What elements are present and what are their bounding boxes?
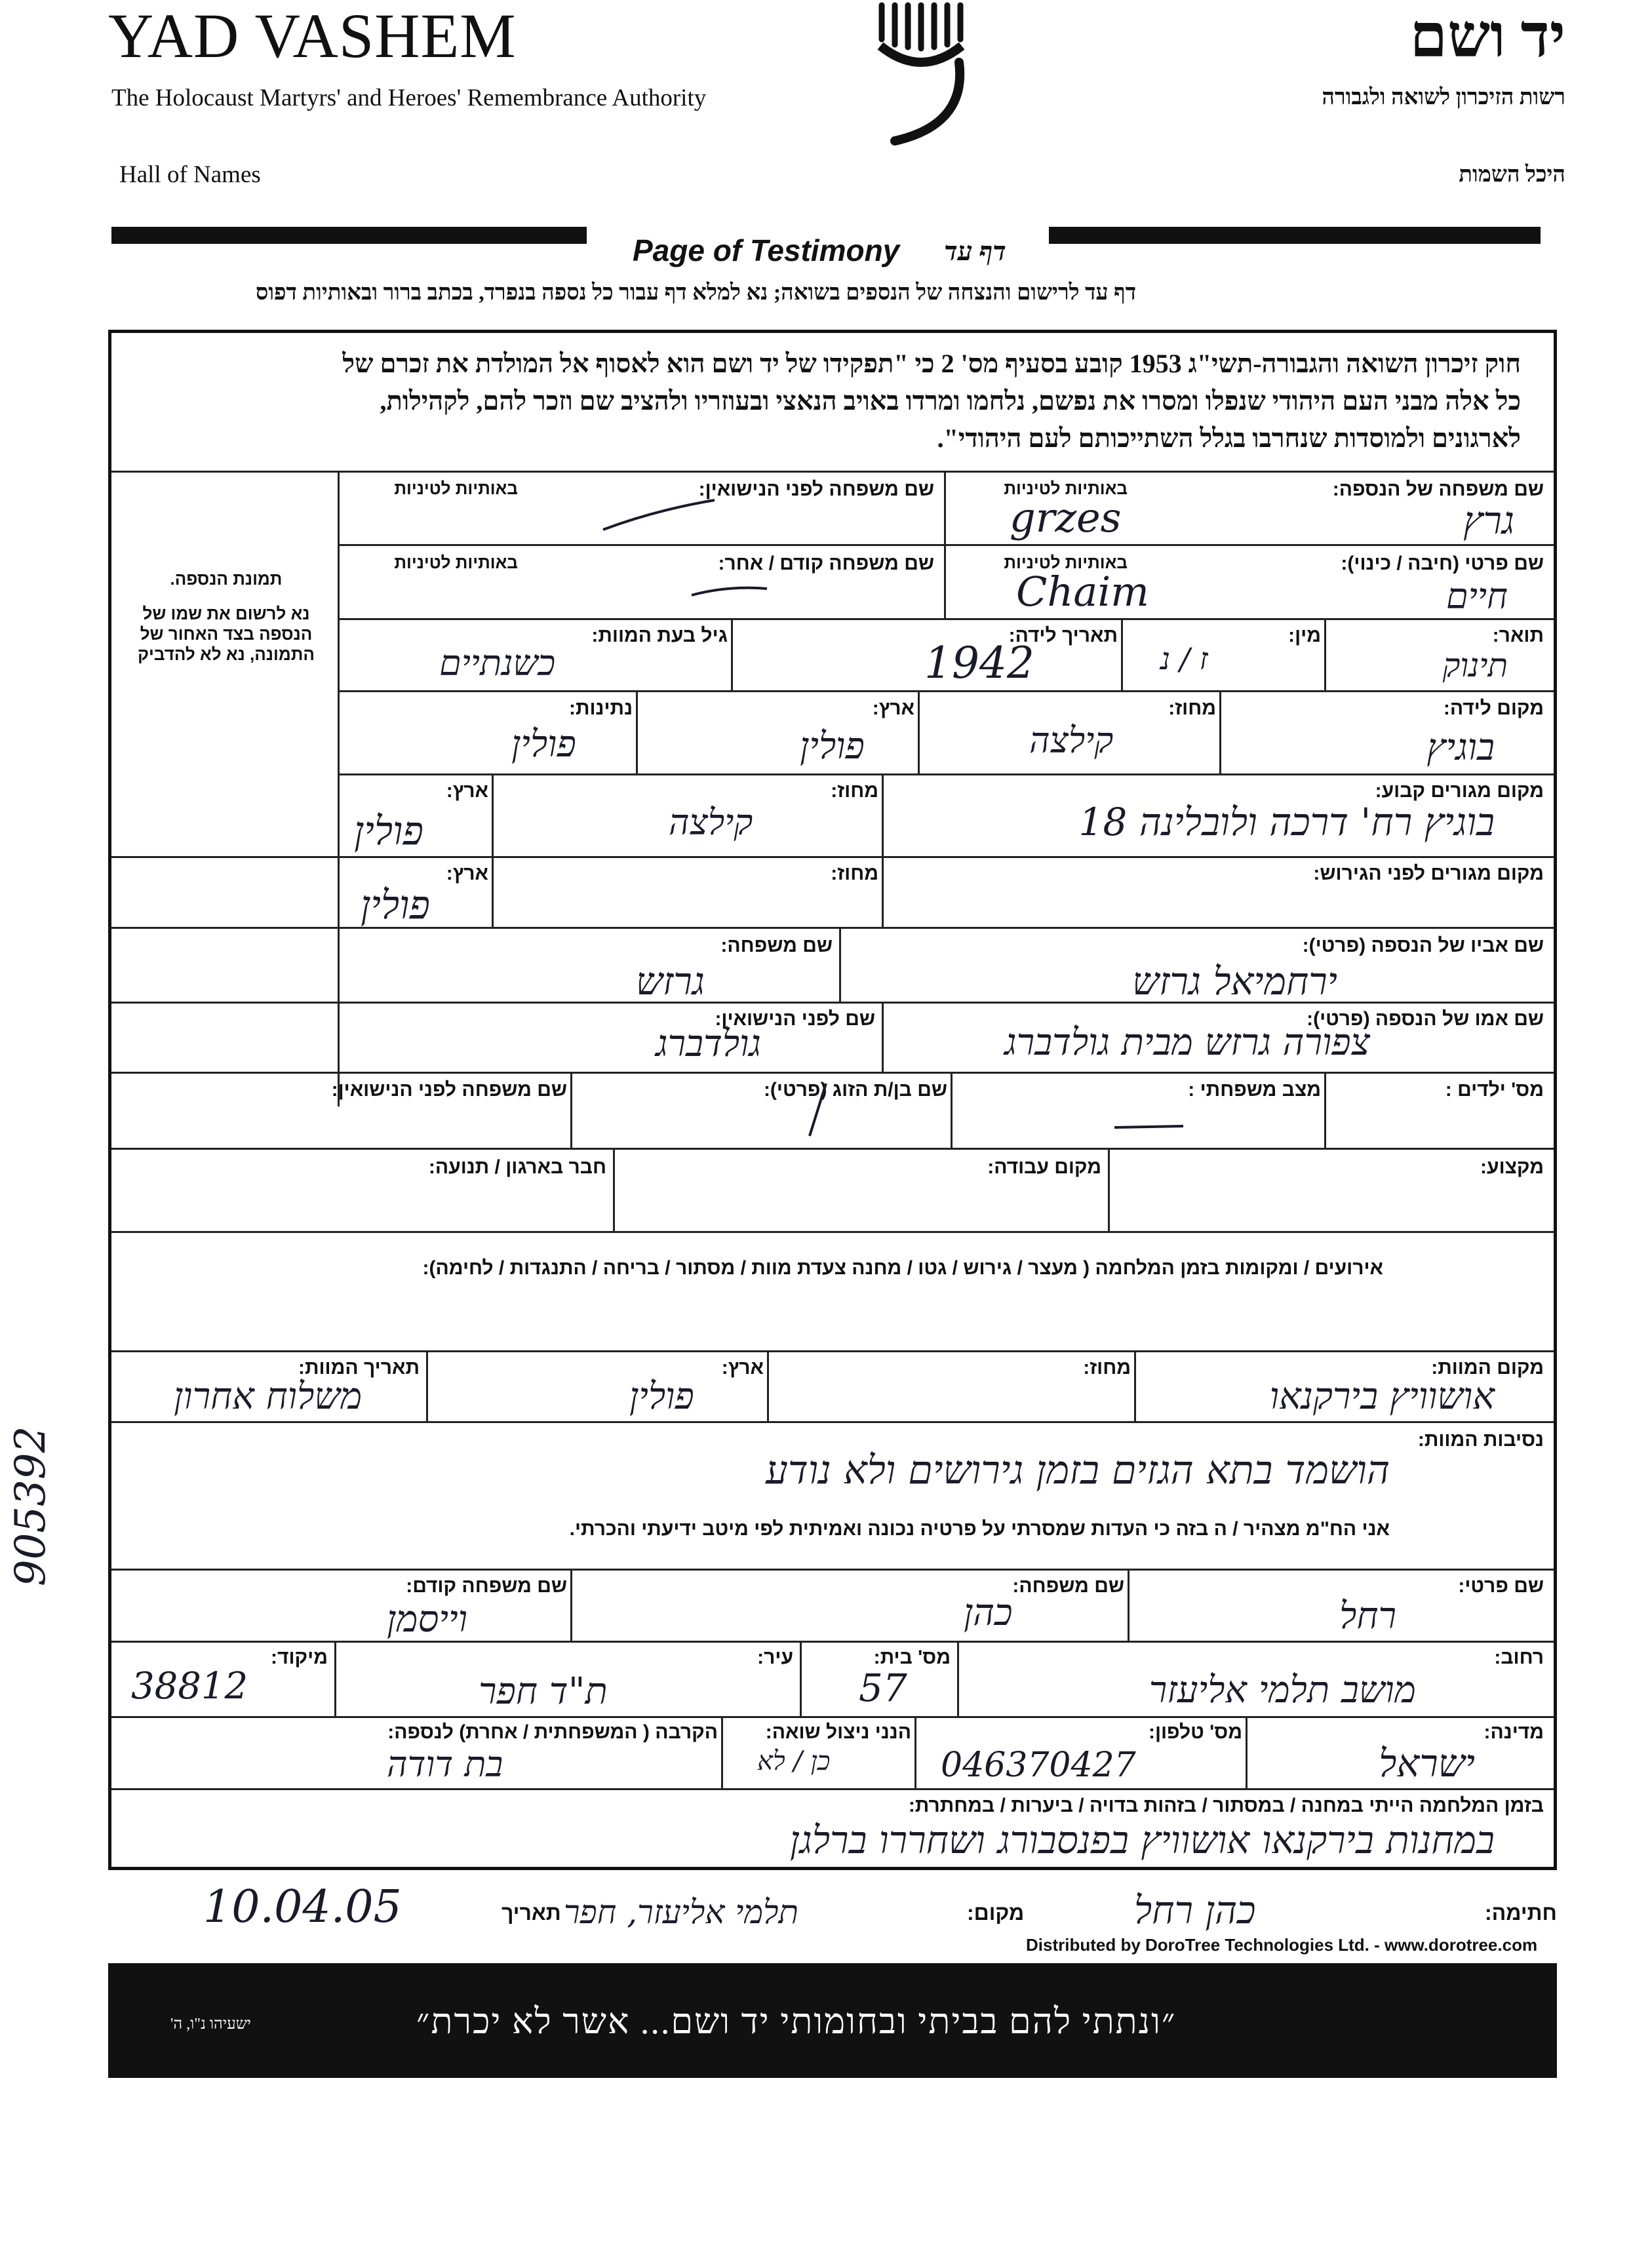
menorah-logo-icon bbox=[869, 0, 973, 147]
mother-maiden-label: שם לפני הנישואין: bbox=[715, 1008, 875, 1030]
signature-label: חתימה: bbox=[1485, 1901, 1557, 1925]
surname-latin-label: באותיות לטיניות bbox=[1004, 479, 1128, 498]
birth-place-label: מקום לידה: bbox=[1443, 697, 1544, 719]
first-name-latin-field[interactable]: Chaim bbox=[1016, 568, 1149, 616]
subtitle-he: רשות הזיכרון לשואה ולגבורה bbox=[1322, 85, 1565, 109]
perm-residence-label: מקום מגורים קבוע: bbox=[1375, 780, 1544, 802]
prev-surname-dash bbox=[688, 579, 774, 605]
title-label: תואר: bbox=[1492, 625, 1544, 646]
birth-date-label: תאריך לידה: bbox=[1008, 625, 1118, 646]
city-label: עיר: bbox=[757, 1647, 793, 1668]
perm-region-field[interactable]: קילצה bbox=[669, 802, 753, 843]
perm-region-label: מחוז: bbox=[831, 780, 878, 802]
zip-label: מיקוד: bbox=[271, 1647, 328, 1668]
before-deport-country-label: ארץ: bbox=[446, 863, 488, 884]
before-deport-region-label: מחוז: bbox=[831, 863, 878, 884]
date-label: תאריך bbox=[501, 1901, 561, 1925]
relation-field[interactable]: בת דודה bbox=[387, 1744, 503, 1785]
law-line-1: חוק זיכרון השואה והגבורה-תשי"ג 1953 קובע בסעיף מס' 2 כי "תפקידו של יד ושם הוא לאסוף אל המולדת את זכרם של bbox=[342, 349, 1521, 378]
org-member-label: חבר בארגון / תנועה: bbox=[428, 1156, 606, 1178]
spouse-slash bbox=[800, 1080, 839, 1139]
death-circumstances-label: נסיבות המוות: bbox=[1417, 1429, 1544, 1451]
spouse-maiden-label: שם משפחה לפני הנישואין: bbox=[331, 1079, 567, 1101]
first-name-he-field[interactable]: חיים bbox=[1446, 576, 1508, 617]
war-time-label: בזמן המלחמה הייתי במחנה / במסתור / בזהות בדויה / ביערות / במחתרת: bbox=[908, 1795, 1544, 1816]
sub-first-name-field[interactable]: רחל bbox=[1339, 1595, 1396, 1637]
phone-label: מס' טלפון: bbox=[1148, 1721, 1242, 1743]
law-line-3: לארגונים ולמוסדות שנחרבו בגלל השתייכותם לעם היהודי". bbox=[937, 423, 1521, 453]
age-at-death-field[interactable]: כשנתיים bbox=[439, 642, 556, 684]
survivor-field[interactable]: כן / לא bbox=[757, 1746, 831, 1776]
death-country-label: ארץ: bbox=[721, 1357, 764, 1378]
sub-prev-surname-label: שם משפחה קודם: bbox=[406, 1575, 567, 1597]
state-label: מדינה: bbox=[1484, 1721, 1544, 1743]
death-country-field[interactable]: פולין bbox=[629, 1375, 694, 1418]
footer-banner bbox=[108, 1963, 1557, 2078]
photo-title: תמונת הנספה. bbox=[170, 569, 283, 589]
children-label: מס' ילדים : bbox=[1445, 1079, 1544, 1101]
perm-residence-field[interactable]: בוגיץ רח' דרכה ולובלינה 18 bbox=[1078, 800, 1495, 844]
father-name-label: שם אביו של הנספה (פרטי): bbox=[1302, 935, 1544, 956]
birth-country-label: ארץ: bbox=[872, 697, 914, 719]
hall-of-names-he: היכל השמות bbox=[1459, 163, 1565, 187]
death-place-field[interactable]: אושוויץ בירקנאו bbox=[1269, 1375, 1495, 1418]
first-name-label: שם פרטי (חיבה / כינוי): bbox=[1341, 553, 1544, 574]
gender-field[interactable]: ז / נ bbox=[1160, 641, 1208, 676]
sub-surname-field[interactable]: כהן bbox=[964, 1592, 1013, 1634]
father-family-label: שם משפחה: bbox=[720, 935, 833, 956]
prev-surname-latin-label: באותיות לטיניות bbox=[394, 553, 518, 572]
birth-country-field[interactable]: פולין bbox=[800, 725, 865, 768]
death-region-label: מחוז: bbox=[1083, 1357, 1131, 1378]
distributor-credit: Distributed by DoroTree Technologies Ltd. - www.dorotree.com bbox=[1026, 1935, 1538, 1955]
street-field[interactable]: מושב תלמי אליעזר bbox=[1149, 1669, 1416, 1711]
title-bar-right bbox=[1049, 227, 1541, 244]
marital-status-label: מצב משפחתי : bbox=[1188, 1079, 1321, 1101]
place-field[interactable]: תלמי אליעזר, חפר bbox=[564, 1893, 798, 1931]
footer-quote: ״ונתתי להם בביתי ובחומותי יד ושם... אשר לא יכרת״ bbox=[416, 2002, 1177, 2041]
instructions: דף עד לרישום והנצחה של הנספים בשואה; נא למלא דף עבור כל נספה בנפרד, בכתב ברור ובאותיות דפוס bbox=[256, 281, 1137, 305]
birth-region-label: מחוז: bbox=[1168, 697, 1216, 719]
profession-label: מקצוע: bbox=[1480, 1156, 1544, 1178]
declaration-text: אני הח"מ מצהיר / ה בזה כי העדות שמסרתי על פרטיה נכונה ואמיתית לפי מיטב ידיעתי והכרתי. bbox=[569, 1518, 1390, 1540]
birth-date-field[interactable]: 1942 bbox=[924, 638, 1034, 688]
death-date-field[interactable]: משלוח אחרון bbox=[174, 1375, 363, 1418]
nationality-field[interactable]: פולין bbox=[511, 723, 576, 766]
first-name-latin-label: באותיות לטיניות bbox=[1004, 553, 1128, 572]
perm-country-field[interactable]: פולין bbox=[354, 808, 423, 854]
workplace-label: מקום עבודה: bbox=[987, 1156, 1101, 1178]
zip-field[interactable]: 38812 bbox=[131, 1665, 248, 1708]
perm-country-label: ארץ: bbox=[446, 780, 488, 802]
spouse-name-label: שם בן/ת הזוג (פרטי): bbox=[763, 1079, 947, 1101]
place-label: מקום: bbox=[967, 1901, 1025, 1925]
subtitle-en: The Holocaust Martyrs' and Heroes' Remembrance Authority bbox=[111, 85, 707, 111]
photo-note-3: התמונה, נא לא להדביק bbox=[138, 644, 315, 664]
org-name-he: יד ושם bbox=[1409, 3, 1565, 69]
maiden-name-dash bbox=[597, 497, 728, 536]
before-deport-country-field[interactable]: פולין bbox=[361, 882, 430, 928]
org-name-en: YAD VASHEM bbox=[108, 1, 517, 71]
mother-name-field[interactable]: צפורה גרזש מבית גולדברג bbox=[1004, 1021, 1370, 1064]
death-place-label: מקום המוות: bbox=[1431, 1357, 1544, 1378]
title-bar-left bbox=[111, 227, 587, 244]
testimony-form bbox=[108, 330, 1557, 1870]
maiden-name-label: שם משפחה לפני הנישואין: bbox=[698, 479, 934, 500]
house-no-field[interactable]: 57 bbox=[859, 1666, 907, 1710]
surname-label: שם משפחה של הנספה: bbox=[1332, 479, 1544, 500]
age-at-death-label: גיל בעת המוות: bbox=[591, 625, 728, 646]
survivor-label: הנני ניצול שואה: bbox=[765, 1721, 911, 1743]
before-deport-label: מקום מגורים לפני הגירוש: bbox=[1313, 863, 1544, 884]
mother-maiden-field[interactable]: גולדברג bbox=[656, 1023, 761, 1065]
maiden-latin-label: באותיות לטיניות bbox=[394, 479, 518, 498]
prev-surname-label: שם משפחה קודם / אחר: bbox=[718, 553, 934, 574]
birth-region-field[interactable]: קילצה bbox=[1029, 720, 1114, 761]
signature-field[interactable]: כהן רחל bbox=[1134, 1888, 1256, 1932]
state-field[interactable]: ישראל bbox=[1379, 1741, 1475, 1786]
mother-name-label: שם אמו של הנספה (פרטי): bbox=[1307, 1008, 1544, 1030]
page-title-en: Page of Testimony bbox=[633, 233, 900, 267]
surname-latin-field[interactable]: grzes bbox=[1010, 494, 1122, 541]
street-label: רחוב: bbox=[1494, 1647, 1544, 1668]
city-field[interactable]: ת"ד חפר bbox=[479, 1670, 608, 1713]
nationality-label: נתינות: bbox=[568, 697, 633, 719]
birth-place-field[interactable]: בוגיץ bbox=[1426, 726, 1495, 769]
sub-surname-label: שם משפחה: bbox=[1012, 1575, 1124, 1597]
footer-quote-ref: ישעיהו נ"ו, ה' bbox=[170, 2016, 251, 2033]
law-line-2: כל אלה מבני העם היהודי שנפלו ומסרו את נפשם, נלחמו ומרדו באויב הנאצי ובעוזריו ולהציב שם וזכר להם, לקהילות, bbox=[380, 386, 1521, 416]
page-title-he: דף עד bbox=[944, 237, 1006, 266]
sub-prev-surname-field[interactable]: וייסמן bbox=[387, 1598, 468, 1641]
yad-vashem-logo bbox=[869, 0, 973, 147]
photo-note-2: הנספה בצד האחור של bbox=[140, 624, 313, 644]
phone-field[interactable]: 046370427 bbox=[941, 1746, 1136, 1785]
law-text bbox=[342, 345, 1521, 457]
hall-of-names-en: Hall of Names bbox=[119, 161, 261, 188]
death-circumstances-field[interactable]: הושמד בתא הגזים בזמן גירושים ולא נודע bbox=[765, 1447, 1390, 1493]
title-field[interactable]: תינוק bbox=[1442, 646, 1508, 684]
relation-label: הקרבה ( המשפחתית / אחרת) לנספה: bbox=[387, 1721, 718, 1743]
surname-he-field[interactable]: גרץ bbox=[1463, 498, 1514, 543]
war-time-field[interactable]: במחנות בירקנאו אושוויץ בפנסבורג ושחררו ברלגן bbox=[789, 1818, 1495, 1862]
house-no-label: מס' בית: bbox=[873, 1647, 951, 1668]
father-family-field[interactable]: גרזש bbox=[636, 959, 705, 1004]
margin-number: 905392 bbox=[7, 1426, 55, 1586]
marital-status-dash bbox=[1111, 1121, 1190, 1134]
photo-box bbox=[121, 569, 331, 665]
father-name-field[interactable]: ירחמיאל גרזש bbox=[1132, 959, 1337, 1004]
gender-label: מין: bbox=[1288, 625, 1321, 646]
events-label: אירועים / ומקומות בזמן המלחמה ( מעצר / גירוש / גטו / מחנה צעדת מוות / מסתור / בריחה / התנגדות / לחימה): bbox=[422, 1257, 1383, 1279]
death-date-label: תאריך המוות: bbox=[298, 1357, 420, 1378]
photo-note-1: נא לרשום את שמו של bbox=[142, 604, 310, 623]
sub-first-name-label: שם פרטי: bbox=[1458, 1575, 1544, 1597]
date-field[interactable]: 10.04.05 bbox=[203, 1881, 402, 1933]
